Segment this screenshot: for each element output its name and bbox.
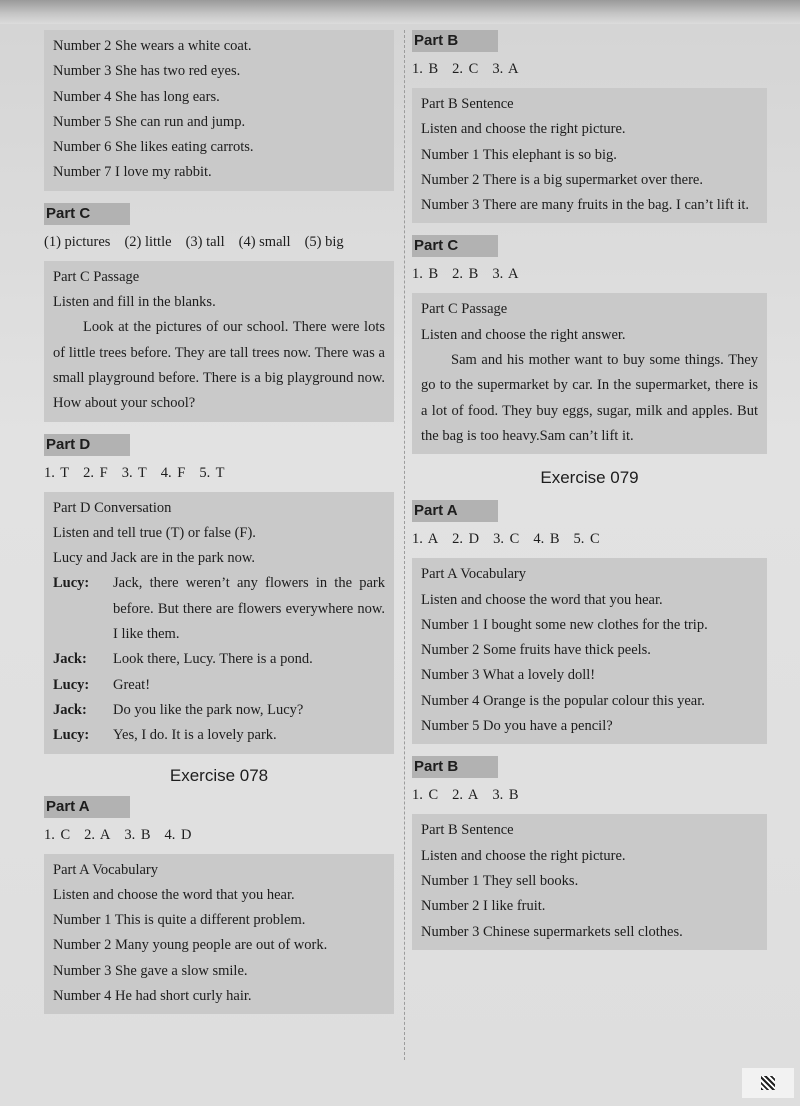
transcript-line: Number 1 I bought some new clothes for the trip. [421, 616, 708, 633]
answer: 2. F [83, 464, 108, 481]
transcript-text: Number 3 There are many fruits in the bag. I can’t lift it. [421, 197, 750, 214]
answer: 4. B [533, 531, 560, 548]
passage-paragraph: Look at the pictures of our school. There were lots of little trees before. They are tall trees now. There was a small playground before. There is a big playground now. How about your school? [53, 319, 385, 412]
transcript-line: Number 5 Do you have a pencil? [421, 718, 613, 735]
part-a-label: Part A [412, 500, 498, 522]
part-b-answers [412, 784, 767, 806]
part-d-label: Part D [44, 434, 130, 456]
instruction: Listen and choose the right picture. [421, 121, 626, 138]
instruction: Listen and tell true (T) or false (F). [53, 524, 256, 541]
exercise-title: Exercise 079 [540, 468, 639, 488]
passage-paragraph: Sam and his mother want to buy some things. They go to the supermarket by car. In the supermarket, there is a lot of food. They buy eggs, sugar, milk and apples. But the bag is too heavy.Sam can’t lift it. [421, 352, 758, 444]
part-a-transcript-box [44, 854, 394, 1015]
transcript-line: Number 2 Some fruits have thick peels. [421, 642, 651, 659]
answer: 3. C [493, 531, 520, 548]
section-heading: Part D Conversation [53, 499, 172, 516]
speaker: Lucy: [53, 676, 90, 693]
transcript-line: Number 1 They sell books. [421, 872, 579, 889]
conversation-line [53, 673, 385, 698]
instruction: Listen and choose the word that you hear. [421, 591, 663, 608]
utterance: Yes, I do. It is a lovely park. [113, 727, 277, 744]
transcript-line: Number 4 She has long ears. [53, 88, 220, 105]
part-c-label: Part C [412, 235, 498, 257]
part-c-label: Part C [44, 203, 130, 225]
part-a-label: Part A [44, 796, 130, 818]
transcript-line: Number 2 I like fruit. [421, 898, 546, 915]
exercise-title: Exercise 078 [169, 765, 269, 785]
part-c-answers [44, 231, 394, 253]
answer: 1. A [412, 531, 439, 548]
section-heading: Part A Vocabulary [53, 861, 158, 878]
qr-code-icon [761, 1076, 775, 1090]
instruction: Listen and choose the right answer. [421, 326, 626, 343]
part-b-label: Part B [412, 30, 498, 52]
transcript-line: Number 3 She has two red eyes. [53, 63, 241, 80]
conversation-intro: Lucy and Jack are in the park now. [53, 550, 255, 567]
answer: (1) pictures [44, 233, 111, 250]
page-top-edge [0, 0, 800, 24]
answer: 3. A [492, 266, 519, 283]
answer: 2. A [84, 826, 111, 843]
left-column [44, 30, 394, 1014]
section-heading: Part A Vocabulary [421, 566, 526, 583]
part-c-answers [412, 263, 767, 285]
answer: 1. C [412, 787, 439, 804]
answer: 1. B [412, 61, 439, 77]
part-c-transcript-box [412, 293, 767, 454]
utterance: Jack, there weren’t any flowers in the park before. But there are flowers everywhere now. I like them. [113, 575, 385, 643]
transcript-line: Number 5 She can run and jump. [53, 113, 246, 130]
conversation-line [53, 698, 385, 723]
answer: 3. A [492, 61, 519, 77]
part-c-transcript-box [44, 261, 394, 422]
speaker: Jack: [53, 651, 87, 668]
part-b-transcript-box [412, 88, 767, 223]
part-b-answers [412, 58, 767, 80]
transcript-line: Number 2 She wears a white coat. [53, 38, 252, 54]
section-heading: Part C Passage [53, 268, 140, 285]
answer: 3. T [121, 464, 147, 481]
answer: 3. B [492, 787, 519, 804]
answer: 2. B [452, 266, 479, 283]
answer: 1. C [44, 826, 71, 843]
section-heading: Part C Passage [421, 301, 508, 318]
answer: (4) small [238, 233, 291, 250]
section-heading: Part B Sentence [421, 96, 514, 112]
transcript-line [421, 193, 758, 218]
answer: (5) big [304, 233, 344, 250]
section-heading: Part B Sentence [421, 822, 514, 839]
answer: (2) little [124, 233, 172, 250]
transcript-line: Number 2 There is a big supermarket over there. [421, 171, 703, 188]
transcript-line: Number 3 What a lovely doll! [421, 667, 596, 684]
transcript-line: Number 4 Orange is the popular colour this year. [421, 692, 705, 709]
part-a-answers [44, 824, 394, 846]
utterance: Look there, Lucy. There is a pond. [113, 651, 313, 668]
transcript-line: Number 3 She gave a slow smile. [53, 962, 248, 979]
watermark-logo [742, 1068, 794, 1098]
instruction: Listen and choose the right picture. [421, 847, 626, 864]
answer: 2. C [452, 61, 479, 77]
answer: 5. C [573, 531, 600, 548]
answer: 3. B [124, 826, 151, 843]
instruction: Listen and choose the word that you hear. [53, 886, 295, 903]
answer: 2. D [452, 531, 480, 548]
answer: (3) tall [185, 233, 225, 250]
part-b-transcript-box [412, 814, 767, 949]
speaker: Jack: [53, 701, 87, 718]
transcript-line: Number 1 This is quite a different problem. [53, 912, 306, 929]
part-a-answers [412, 528, 767, 550]
part-d-answers [44, 462, 394, 484]
answer: 1. T [44, 464, 70, 481]
speaker: Lucy: [53, 727, 90, 744]
speaker: Lucy: [53, 575, 90, 592]
utterance: Great! [113, 676, 151, 693]
answer: 2. A [452, 787, 479, 804]
part-a-transcript-box [412, 558, 767, 744]
part-b-label: Part B [412, 756, 498, 778]
conversation-line [53, 723, 385, 748]
transcript-line: Number 7 I love my rabbit. [53, 164, 212, 181]
instruction: Listen and fill in the blanks. [53, 294, 216, 311]
transcript-box-top [44, 30, 394, 191]
transcript-line: Number 3 Chinese supermarkets sell clothes. [421, 923, 683, 940]
answer: 5. T [199, 464, 225, 481]
answer: 4. D [164, 826, 192, 843]
transcript-line: Number 6 She likes eating carrots. [53, 139, 254, 156]
right-column [412, 30, 767, 950]
transcript-line: Number 4 He had short curly hair. [53, 988, 252, 1005]
transcript-line: Number 1 This elephant is so big. [421, 146, 617, 163]
conversation-line [53, 571, 385, 647]
conversation-line [53, 647, 385, 672]
column-divider [404, 30, 405, 1060]
transcript-line: Number 2 Many young people are out of work. [53, 937, 328, 954]
answer: 4. F [160, 464, 186, 481]
answer: 1. B [412, 266, 439, 283]
utterance: Do you like the park now, Lucy? [113, 701, 304, 718]
part-d-transcript-box [44, 492, 394, 754]
